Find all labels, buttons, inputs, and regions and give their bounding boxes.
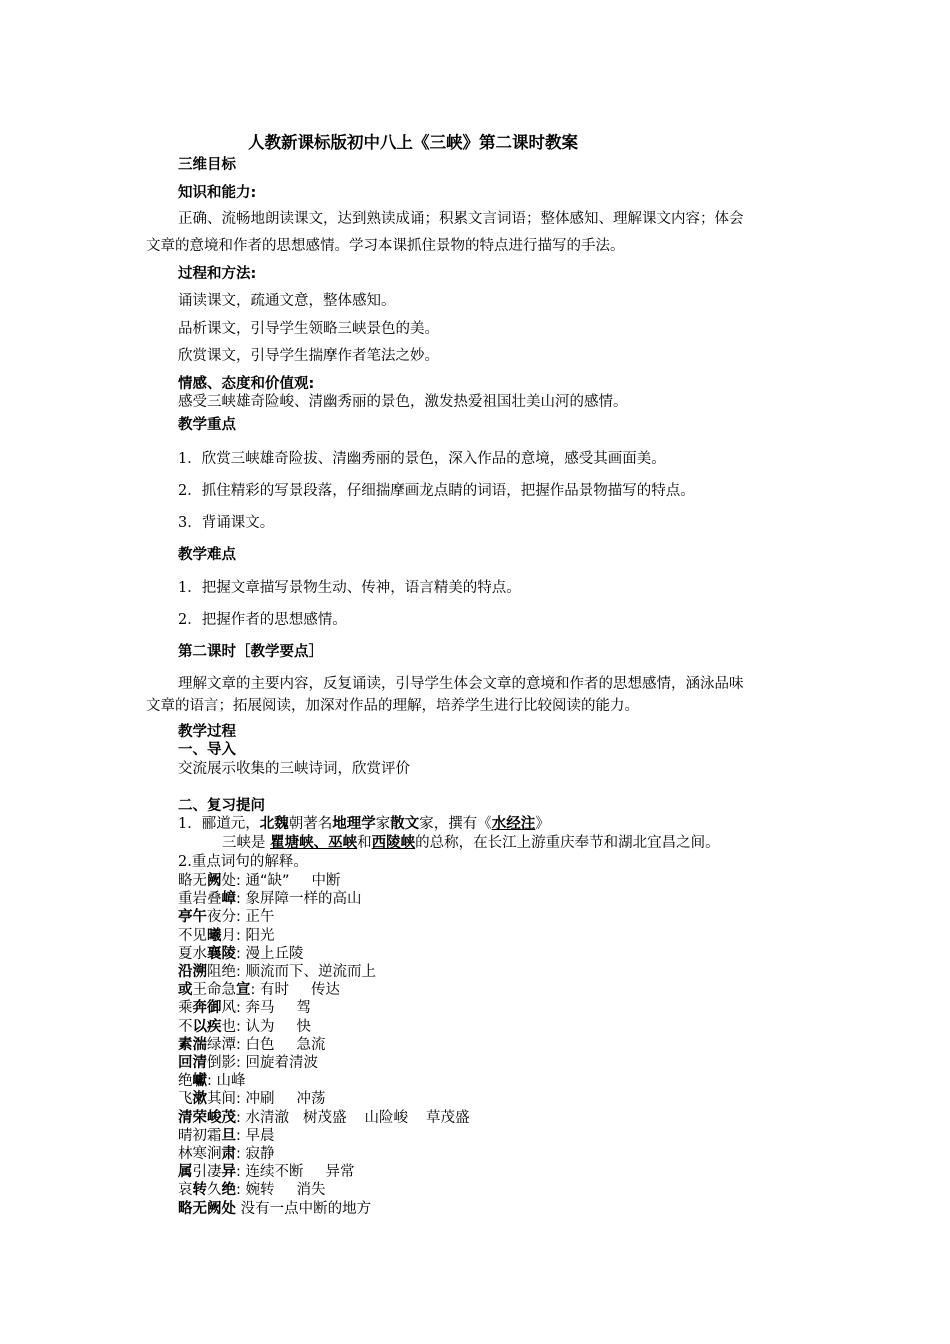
- heading-lesson2: 第二课时［教学要点］: [178, 644, 323, 660]
- vocab-item: 不以疾也: 认为 快: [178, 1018, 311, 1035]
- vocab-item: 亭午夜分: 正午: [178, 909, 275, 926]
- heading-process: 过程和方法:: [178, 266, 257, 282]
- vocab-item: 略无阙处: 通“缺” 中断: [178, 873, 341, 889]
- emotion-paragraph: 感受三峡雄奇险峻、清幽秀丽的景色，激发热爱祖国壮美山河的感情。: [178, 394, 628, 410]
- vocab-item: 林寒涧肃: 寂静: [178, 1146, 275, 1162]
- heading-objectives: 三维目标: [178, 157, 236, 173]
- review-line-gorges: 三峡是 瞿塘峡、巫峡和西陵峡的总称，在长江上游重庆奉节和湖北宜昌之间。: [222, 835, 720, 851]
- vocab-item: 夏水襄陵: 漫上丘陵: [178, 945, 304, 962]
- key-point-item: 3．背诵课文。: [178, 515, 275, 531]
- process-item: 诵读课文，疏通文意，整体感知。: [178, 293, 396, 309]
- vocab-item: 清荣峻茂: 水清澈 树茂盛 山险峻 草茂盛: [178, 1109, 470, 1126]
- knowledge-paragraph-line1: 正确、流畅地朗读课文，达到熟读成诵；积累文言词语；整体感知、理解课文内容；体会: [178, 211, 744, 227]
- vocab-item: 哀转久绝: 婉转 消失: [178, 1182, 326, 1199]
- process-item: 欣赏课文，引导学生揣摩作者笔法之妙。: [178, 348, 439, 364]
- heading-procedure: 教学过程: [178, 724, 236, 740]
- vocab-item: 乘奔御风: 奔马 驾: [178, 1000, 311, 1017]
- vocab-item: 素湍绿潭: 白色 急流: [178, 1036, 326, 1053]
- page-title: 人教新课标版初中八上《三峡》第二课时教案: [248, 133, 578, 152]
- key-point-item: 2．抓住精彩的写景段落，仔细揣摩画龙点睛的词语，把握作品景物描写的特点。: [178, 483, 695, 499]
- heading-review: 二、复习提问: [178, 798, 265, 814]
- vocab-item: 回清倒影: 回旋着清波: [178, 1055, 318, 1071]
- heading-emotion: 情感、态度和价值观:: [178, 376, 315, 392]
- process-item: 品析课文，引导学生领略三峡景色的美。: [178, 321, 439, 337]
- knowledge-paragraph-line2: 文章的意境和作者的思想感情。学习本课抓住景物的特点进行描写的手法。: [146, 238, 625, 254]
- vocab-item: 属引凄异: 连续不断 异常: [178, 1164, 355, 1181]
- vocab-item: 或王命急宣: 有时 传达: [178, 982, 340, 999]
- vocab-item: 绝巘: 山峰: [178, 1073, 246, 1090]
- difficult-point-item: 2．把握作者的思想感情。: [178, 612, 347, 628]
- key-point-item: 1．欣赏三峡雄奇险拔、清幽秀丽的景色，深入作品的意境，感受其画面美。: [178, 451, 666, 467]
- vocab-item: 不见曦月: 阳光: [178, 927, 275, 944]
- review-line-vocab-heading: 2.重点词句的解释。: [178, 854, 308, 870]
- heading-intro: 一、导入: [178, 742, 236, 758]
- review-line-author: 1．郦道元，北魏朝著名地理学家散文家，撰有《水经注》: [178, 816, 550, 832]
- vocab-item: 沿溯阻绝: 顺流而下、逆流而上: [178, 964, 376, 980]
- lesson2-paragraph-line1: 理解文章的主要内容，反复诵读，引导学生体会文章的意境和作者的思想感情，涵泳品味: [178, 676, 744, 692]
- difficult-point-item: 1．把握文章描写景物生动、传神，语言精美的特点。: [178, 580, 521, 596]
- heading-key-points: 教学重点: [178, 417, 236, 433]
- lesson2-paragraph-line2: 文章的语言；拓展阅读，加深对作品的理解，培养学生进行比较阅读的能力。: [146, 698, 639, 714]
- heading-knowledge: 知识和能力:: [178, 185, 257, 201]
- heading-difficult-points: 教学难点: [178, 547, 236, 563]
- vocab-item: 晴初霜旦: 早晨: [178, 1127, 275, 1144]
- vocab-item: 飞漱其间: 冲刷 冲荡: [178, 1091, 326, 1108]
- intro-paragraph: 交流展示收集的三峡诗词，欣赏评价: [178, 761, 410, 777]
- vocab-item: 略无阙处 没有一点中断的地方: [178, 1200, 372, 1217]
- vocab-item: 重岩叠嶂: 象屏障一样的高山: [178, 891, 362, 908]
